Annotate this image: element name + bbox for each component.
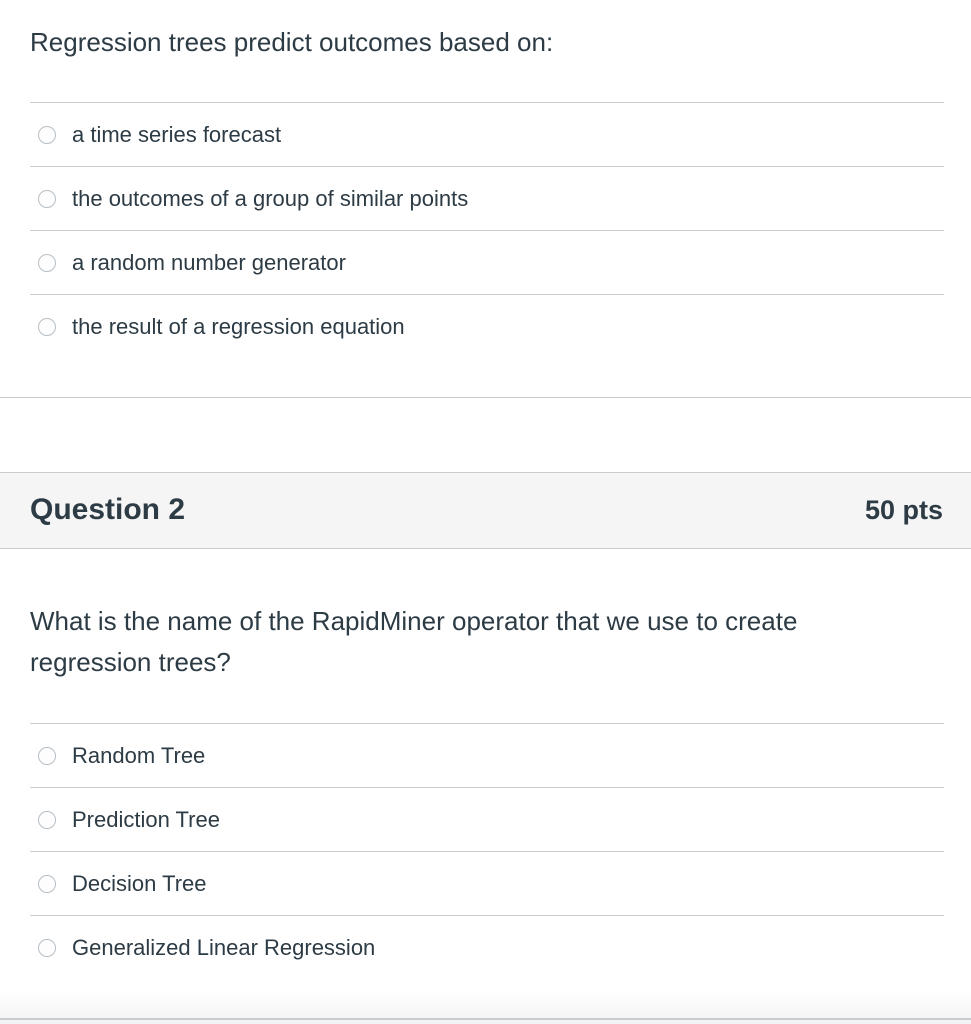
question-2-text: What is the name of the RapidMiner operator that we use to create regression trees?: [30, 606, 798, 677]
answer-option[interactable]: [30, 166, 944, 230]
answer-option[interactable]: [30, 294, 944, 358]
radio-button[interactable]: [38, 254, 56, 272]
answer-option[interactable]: [30, 230, 944, 294]
question-2-answers: [30, 723, 944, 979]
answer-label[interactable]: the outcomes of a group of similar points: [72, 185, 469, 211]
answer-label[interactable]: Random Tree: [72, 742, 206, 768]
question-1-answers: [30, 102, 944, 358]
answer-option[interactable]: [30, 915, 944, 979]
question-title: Question 2: [30, 493, 186, 526]
question-1-text: Regression trees predict outcomes based on:: [30, 27, 554, 57]
answer-label[interactable]: Decision Tree: [72, 870, 207, 896]
radio-button[interactable]: [38, 811, 56, 829]
radio-button[interactable]: [38, 747, 56, 765]
answer-option[interactable]: [30, 787, 944, 851]
question-points: 50 pts: [864, 495, 943, 525]
answer-label[interactable]: Prediction Tree: [72, 806, 220, 832]
radio-button[interactable]: [38, 939, 56, 957]
answer-option[interactable]: [30, 102, 944, 166]
answer-label[interactable]: a random number generator: [72, 249, 346, 275]
radio-button[interactable]: [38, 875, 56, 893]
answer-option[interactable]: [30, 851, 944, 915]
radio-button[interactable]: [38, 318, 56, 336]
answer-option[interactable]: [30, 723, 944, 787]
page-bottom-divider: [0, 1018, 971, 1020]
answer-label[interactable]: a time series forecast: [72, 121, 282, 147]
radio-button[interactable]: [38, 126, 56, 144]
answer-label[interactable]: Generalized Linear Regression: [72, 934, 376, 960]
question-2-header: [0, 472, 971, 549]
question-divider: [0, 397, 971, 398]
radio-button[interactable]: [38, 190, 56, 208]
answer-label[interactable]: the result of a regression equation: [72, 313, 405, 339]
